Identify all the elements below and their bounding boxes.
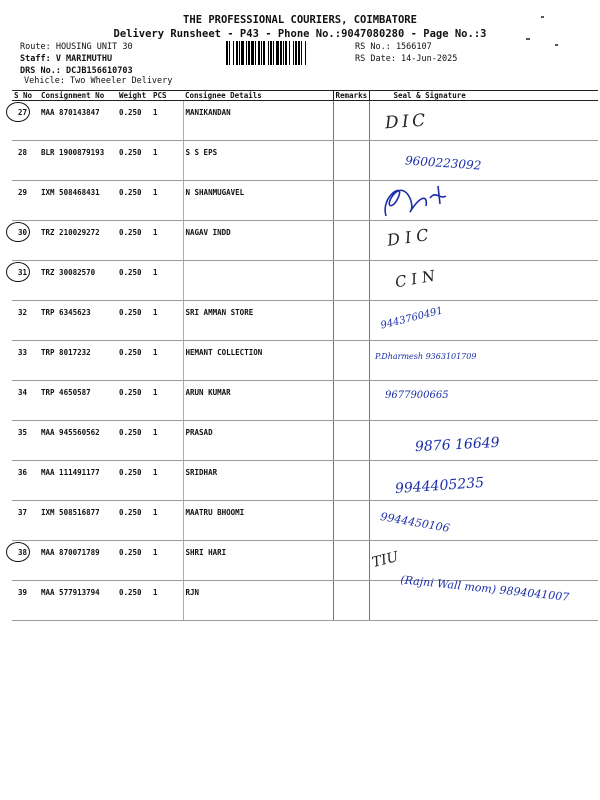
row-sno bbox=[12, 261, 39, 301]
row-weight bbox=[117, 101, 151, 141]
row-pcs bbox=[151, 541, 183, 581]
row-pcs bbox=[151, 461, 183, 501]
row-remarks bbox=[333, 341, 369, 381]
row-sno bbox=[12, 421, 39, 461]
row-weight-text: 0.250 bbox=[119, 308, 142, 317]
runsheet-subtitle: Delivery Runsheet - P43 - Phone No.:9047080280 - Page No.:3 bbox=[113, 28, 487, 40]
row-consignee bbox=[183, 141, 333, 181]
row-weight bbox=[117, 181, 151, 221]
row-weight bbox=[117, 301, 151, 341]
row-pcs bbox=[151, 501, 183, 541]
row-signature-cell bbox=[369, 141, 598, 181]
row-consignment-no-text: TRP 4650587 bbox=[41, 388, 91, 397]
row-consignee-text: SHRI HARI bbox=[185, 548, 227, 557]
row-sno-text: 34 bbox=[18, 388, 28, 397]
row-sno-text: 35 bbox=[18, 428, 28, 437]
row-pcs-text: 1 bbox=[153, 548, 158, 557]
table-row bbox=[12, 141, 598, 181]
row-weight-text: 0.250 bbox=[119, 108, 142, 117]
row-consignee-text: HEMANT COLLECTION bbox=[185, 348, 263, 357]
row-pcs bbox=[151, 141, 183, 181]
row-pcs-text: 1 bbox=[153, 148, 158, 157]
row-weight bbox=[117, 141, 151, 181]
rs-date: RS Date: 14-Jun-2025 bbox=[355, 54, 458, 64]
col-header-consignment: Consignment No bbox=[39, 91, 117, 101]
table-row bbox=[12, 421, 598, 461]
row-sno bbox=[12, 221, 39, 261]
row-sno-text: 36 bbox=[18, 468, 28, 477]
row-pcs-text: 1 bbox=[153, 108, 158, 117]
row-pcs-text: 1 bbox=[153, 308, 158, 317]
row-consignment-no bbox=[39, 461, 117, 501]
row-weight bbox=[117, 261, 151, 301]
row-consignee bbox=[183, 461, 333, 501]
row-weight-text: 0.250 bbox=[119, 148, 142, 157]
row-weight-text: 0.250 bbox=[119, 428, 142, 437]
row-consignee-text: RJN bbox=[185, 588, 200, 597]
row-consignee-text: PRASAD bbox=[185, 428, 213, 437]
row-consignment-no-text: MAA 945560562 bbox=[41, 428, 100, 437]
row-remarks bbox=[333, 301, 369, 341]
row-remarks bbox=[333, 541, 369, 581]
row-sno-text: 38 bbox=[18, 548, 28, 557]
row-pcs-text: 1 bbox=[153, 428, 158, 437]
staff-text: Staff: V MARIMUTHU bbox=[20, 54, 113, 64]
row-pcs bbox=[151, 381, 183, 421]
handwritten-signature: 9600223092 bbox=[404, 153, 482, 173]
col-header-sno: S No bbox=[12, 91, 39, 101]
row-consignment-no-text: TRZ 30082570 bbox=[41, 268, 96, 277]
row-weight-text: 0.250 bbox=[119, 588, 142, 597]
handwritten-signature: C I N bbox=[393, 266, 437, 292]
row-remarks bbox=[333, 221, 369, 261]
row-consignee bbox=[183, 501, 333, 541]
row-pcs-text: 1 bbox=[153, 228, 158, 237]
row-weight bbox=[117, 581, 151, 621]
row-consignment-no bbox=[39, 261, 117, 301]
row-consignee bbox=[183, 221, 333, 261]
hand-drawn-circle bbox=[6, 262, 30, 282]
table-row bbox=[12, 101, 598, 141]
row-consignee bbox=[183, 261, 333, 301]
row-consignment-no-text: MAA 577913794 bbox=[41, 588, 100, 597]
scan-speck bbox=[541, 16, 544, 18]
row-weight bbox=[117, 221, 151, 261]
row-weight-text: 0.250 bbox=[119, 468, 142, 477]
row-sno-text: 39 bbox=[18, 588, 28, 597]
row-sno bbox=[12, 301, 39, 341]
row-weight bbox=[117, 421, 151, 461]
row-consignment-no bbox=[39, 421, 117, 461]
row-consignment-no bbox=[39, 181, 117, 221]
row-pcs bbox=[151, 181, 183, 221]
row-remarks bbox=[333, 581, 369, 621]
row-pcs-text: 1 bbox=[153, 588, 158, 597]
runsheet-table bbox=[12, 90, 598, 621]
row-sno-text: 27 bbox=[18, 108, 28, 117]
handwritten-signature: (Rajni Wall mom) 9894041007 bbox=[399, 573, 570, 604]
row-weight bbox=[117, 381, 151, 421]
row-consignment-no-text: BLR 1900879193 bbox=[41, 148, 105, 157]
row-remarks bbox=[333, 461, 369, 501]
row-consignee-text: N SHANMUGAVEL bbox=[185, 188, 245, 197]
col-header-remarks: Remarks bbox=[333, 91, 369, 101]
row-sno bbox=[12, 501, 39, 541]
row-sno bbox=[12, 381, 39, 421]
row-sno-text: 33 bbox=[18, 348, 28, 357]
row-sno-text: 29 bbox=[18, 188, 28, 197]
company-title: THE PROFESSIONAL COURIERS, COIMBATORE bbox=[183, 14, 417, 26]
row-consignment-no-text: TRP 8017232 bbox=[41, 348, 91, 357]
row-consignee-text: MAATRU BHOOMI bbox=[185, 508, 245, 517]
handwritten-signature: 9677900665 bbox=[385, 390, 449, 401]
col-header-pcs: PCS bbox=[151, 91, 183, 101]
row-weight-text: 0.250 bbox=[119, 228, 142, 237]
row-remarks bbox=[333, 141, 369, 181]
row-pcs-text: 1 bbox=[153, 268, 158, 277]
row-consignee-text: ARUN KUMAR bbox=[185, 388, 231, 397]
table-row bbox=[12, 541, 598, 581]
row-sno bbox=[12, 181, 39, 221]
row-consignment-no bbox=[39, 101, 117, 141]
row-consignment-no bbox=[39, 541, 117, 581]
table-header-row bbox=[12, 91, 598, 101]
barcode bbox=[226, 41, 348, 65]
row-sno-text: 32 bbox=[18, 308, 28, 317]
row-weight bbox=[117, 461, 151, 501]
handwritten-signature: 9876 16649 bbox=[414, 434, 500, 456]
row-consignee bbox=[183, 101, 333, 141]
row-weight-text: 0.250 bbox=[119, 348, 142, 357]
row-pcs-text: 1 bbox=[153, 348, 158, 357]
col-header-consignee: Consignee Details bbox=[183, 91, 333, 101]
row-consignee bbox=[183, 421, 333, 461]
scan-speck bbox=[526, 38, 530, 40]
signature-scribble bbox=[376, 176, 456, 222]
handwritten-signature: 9944450106 bbox=[379, 510, 451, 535]
row-consignee-text: MANIKANDAN bbox=[185, 108, 231, 117]
handwritten-signature: 9443760491 bbox=[379, 305, 445, 332]
row-pcs bbox=[151, 341, 183, 381]
row-consignee-text: SRIDHAR bbox=[185, 468, 218, 477]
col-header-signature: Seal & Signature bbox=[369, 91, 598, 101]
row-remarks bbox=[333, 181, 369, 221]
row-consignee bbox=[183, 301, 333, 341]
scan-speck bbox=[555, 44, 558, 46]
row-sno-text: 30 bbox=[18, 228, 28, 237]
row-sno-text: 28 bbox=[18, 148, 28, 157]
row-pcs-text: 1 bbox=[153, 388, 158, 397]
table-row bbox=[12, 181, 598, 221]
row-remarks bbox=[333, 261, 369, 301]
drs-number: DRS No.: DCJB156610703 bbox=[20, 66, 133, 76]
row-sno bbox=[12, 101, 39, 141]
row-pcs bbox=[151, 421, 183, 461]
row-remarks bbox=[333, 501, 369, 541]
vehicle-text: Vehicle: Two Wheeler Delivery bbox=[24, 76, 173, 86]
row-pcs bbox=[151, 101, 183, 141]
table-row bbox=[12, 501, 598, 541]
row-pcs bbox=[151, 261, 183, 301]
row-sno-text: 37 bbox=[18, 508, 28, 517]
table-row bbox=[12, 301, 598, 341]
row-weight bbox=[117, 501, 151, 541]
row-consignee-text: SRI AMMAN STORE bbox=[185, 308, 254, 317]
row-remarks bbox=[333, 101, 369, 141]
row-sno bbox=[12, 541, 39, 581]
row-consignment-no-text: MAA 870071789 bbox=[41, 548, 100, 557]
row-weight-text: 0.250 bbox=[119, 268, 142, 277]
row-pcs-text: 1 bbox=[153, 468, 158, 477]
row-consignment-no bbox=[39, 301, 117, 341]
row-remarks bbox=[333, 421, 369, 461]
hand-drawn-circle bbox=[6, 102, 30, 122]
row-weight-text: 0.250 bbox=[119, 508, 142, 517]
row-consignee bbox=[183, 341, 333, 381]
handwritten-signature: P.Dharmesh 9363101709 bbox=[375, 352, 477, 361]
hand-drawn-circle bbox=[6, 222, 30, 242]
handwritten-signature: 9944405235 bbox=[394, 474, 485, 498]
col-header-weight: Weight bbox=[117, 91, 151, 101]
row-consignment-no-text: MAA 111491177 bbox=[41, 468, 100, 477]
route-text: Route: HOUSING UNIT 30 bbox=[20, 42, 133, 52]
row-consignment-no bbox=[39, 221, 117, 261]
table-row bbox=[12, 261, 598, 301]
handwritten-signature: D I C bbox=[385, 225, 430, 250]
row-pcs bbox=[151, 301, 183, 341]
row-consignment-no-text: TRP 6345623 bbox=[41, 308, 91, 317]
row-weight bbox=[117, 341, 151, 381]
row-weight-text: 0.250 bbox=[119, 548, 142, 557]
row-pcs bbox=[151, 221, 183, 261]
handwritten-signature: TIU bbox=[370, 549, 401, 571]
row-sno bbox=[12, 581, 39, 621]
row-consignee bbox=[183, 581, 333, 621]
row-consignment-no bbox=[39, 381, 117, 421]
row-weight-text: 0.250 bbox=[119, 388, 142, 397]
row-consignee bbox=[183, 181, 333, 221]
hand-drawn-circle bbox=[6, 542, 30, 562]
row-consignee-text: S S EPS bbox=[185, 148, 218, 157]
row-consignment-no-text: TRZ 210029272 bbox=[41, 228, 100, 237]
row-pcs bbox=[151, 581, 183, 621]
row-sno bbox=[12, 461, 39, 501]
row-consignment-no-text: MAA 870143847 bbox=[41, 108, 100, 117]
row-consignment-no bbox=[39, 501, 117, 541]
row-consignment-no bbox=[39, 581, 117, 621]
row-weight bbox=[117, 541, 151, 581]
row-pcs-text: 1 bbox=[153, 188, 158, 197]
table-row bbox=[12, 221, 598, 261]
row-sno bbox=[12, 341, 39, 381]
row-consignment-no bbox=[39, 341, 117, 381]
row-consignee-text: NAGAV INDD bbox=[185, 228, 231, 237]
row-consignment-no-text: IXM 508516877 bbox=[41, 508, 100, 517]
row-pcs-text: 1 bbox=[153, 508, 158, 517]
table-row bbox=[12, 381, 598, 421]
handwritten-signature: D I C bbox=[384, 110, 426, 134]
row-consignee bbox=[183, 381, 333, 421]
row-consignee bbox=[183, 541, 333, 581]
row-weight-text: 0.250 bbox=[119, 188, 142, 197]
row-consignment-no-text: IXM 508468431 bbox=[41, 188, 100, 197]
row-sno-text: 31 bbox=[18, 268, 28, 277]
row-consignment-no bbox=[39, 141, 117, 181]
table-row bbox=[12, 461, 598, 501]
rs-number: RS No.: 1566107 bbox=[355, 42, 432, 52]
table-row bbox=[12, 341, 598, 381]
row-sno bbox=[12, 141, 39, 181]
row-remarks bbox=[333, 381, 369, 421]
